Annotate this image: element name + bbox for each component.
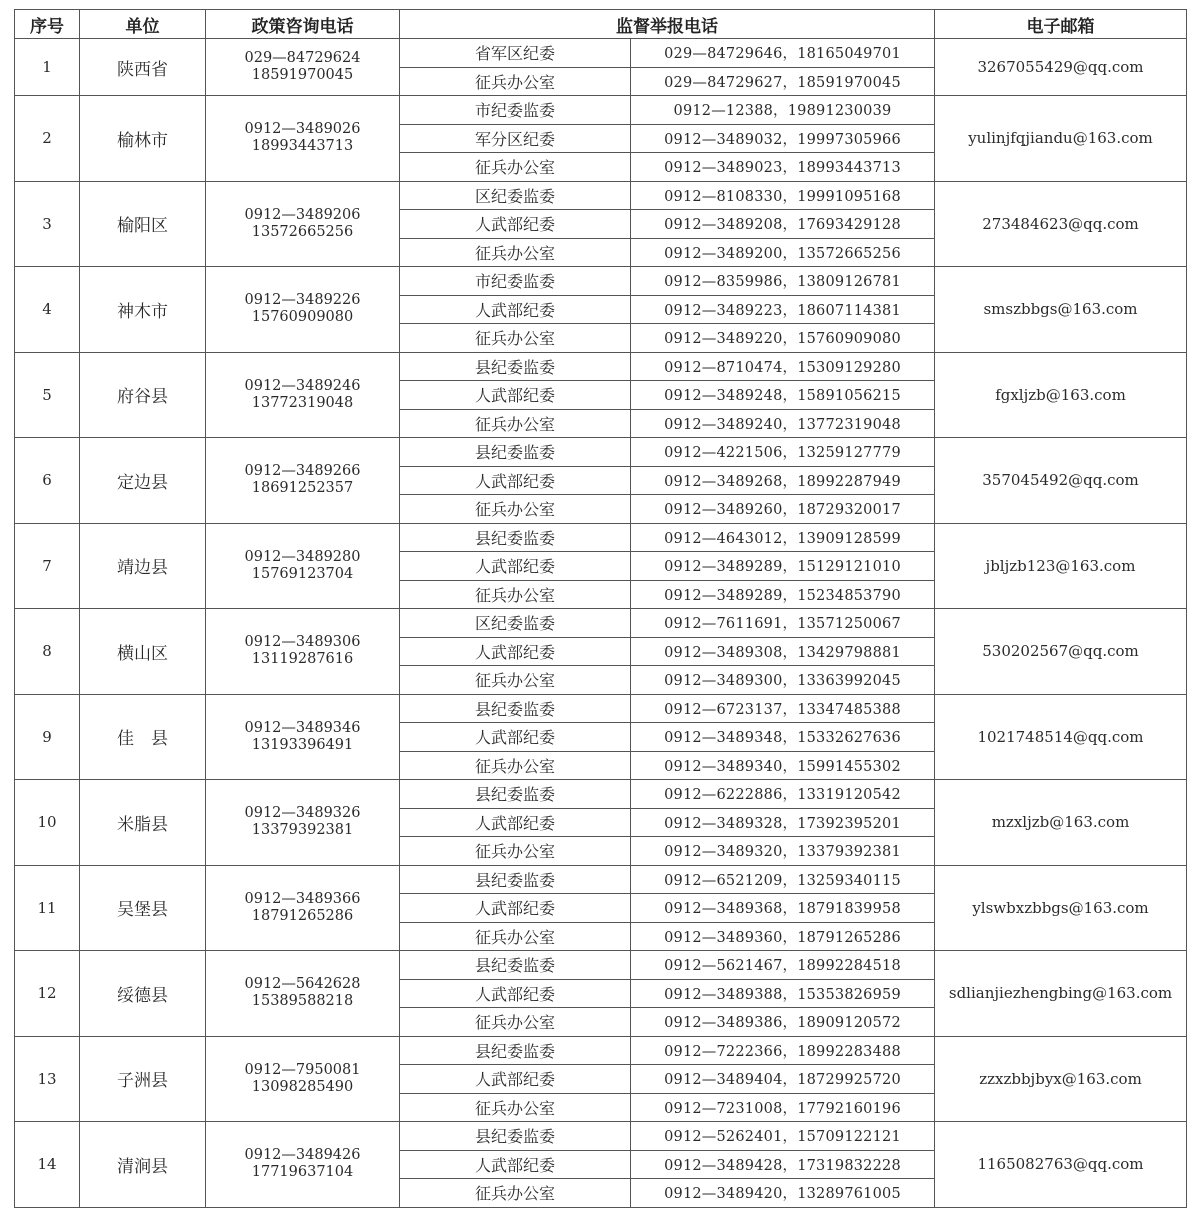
row-policy-phone <box>206 951 400 1037</box>
report-department: 县纪委监委 <box>400 523 631 552</box>
report-department: 征兵办公室 <box>400 1093 631 1122</box>
report-phone: 0912—3489404，18729925720 <box>631 1065 935 1094</box>
report-department: 人武部纪委 <box>400 1065 631 1094</box>
policy-phone-line: 17719637104 <box>251 1164 354 1181</box>
row-policy-phone <box>206 1122 400 1208</box>
header-report-phone: 监督举报电话 <box>400 10 935 39</box>
row-policy-phone <box>206 609 400 695</box>
report-department: 征兵办公室 <box>400 409 631 438</box>
row-policy-phone <box>206 780 400 866</box>
row-policy-phone <box>206 523 400 609</box>
report-department: 征兵办公室 <box>400 751 631 780</box>
row-email: ylswbxzbbgs@163.com <box>935 865 1187 951</box>
report-phone: 0912—3489300，13363992045 <box>631 666 935 695</box>
report-department: 县纪委监委 <box>400 352 631 381</box>
report-phone: 0912—3489320，13379392381 <box>631 837 935 866</box>
row-unit: 子洲县 <box>80 1036 206 1122</box>
report-phone: 0912—7222366，18992283488 <box>631 1036 935 1065</box>
policy-phone-line: 13193396491 <box>251 736 354 753</box>
row-email: 357045492@qq.com <box>935 438 1187 524</box>
report-phone: 0912—6521209，13259340115 <box>631 865 935 894</box>
policy-phone-line: 13379392381 <box>251 822 354 839</box>
row-email: 1021748514@qq.com <box>935 694 1187 780</box>
report-department: 征兵办公室 <box>400 837 631 866</box>
policy-phone-line: 0912—3489026 <box>244 121 361 138</box>
report-phone: 0912—8108330，19991095168 <box>631 181 935 210</box>
row-unit: 神木市 <box>80 267 206 353</box>
report-phone: 0912—3489386，18909120572 <box>631 1008 935 1037</box>
report-phone: 0912—3489428，17319832228 <box>631 1150 935 1179</box>
policy-phone-line: 15769123704 <box>251 565 354 582</box>
row-unit: 米脂县 <box>80 780 206 866</box>
report-department: 市纪委监委 <box>400 96 631 125</box>
policy-phone-line: 0912—5642628 <box>244 976 361 993</box>
row-index: 1 <box>15 39 80 96</box>
row-email: mzxljzb@163.com <box>935 780 1187 866</box>
table-row <box>15 39 1187 68</box>
row-index: 11 <box>15 865 80 951</box>
row-policy-phone <box>206 96 400 182</box>
policy-phone-line: 15389588218 <box>251 993 354 1010</box>
policy-phone-line: 13572665256 <box>251 223 354 240</box>
report-department: 县纪委监委 <box>400 780 631 809</box>
report-department: 军分区纪委 <box>400 124 631 153</box>
report-department: 征兵办公室 <box>400 580 631 609</box>
policy-phone-line: 18993443713 <box>251 138 354 155</box>
header-email: 电子邮箱 <box>935 10 1187 39</box>
policy-phone-line: 0912—3489280 <box>244 548 361 565</box>
row-email: jbljzb123@163.com <box>935 523 1187 609</box>
table-row <box>15 780 1187 809</box>
report-phone: 029—84729646，18165049701 <box>631 39 935 68</box>
row-email: yulinjfqjiandu@163.com <box>935 96 1187 182</box>
report-phone: 0912—3489200，13572665256 <box>631 238 935 267</box>
report-department: 省军区纪委 <box>400 39 631 68</box>
row-unit: 靖边县 <box>80 523 206 609</box>
report-phone: 0912—8359986，13809126781 <box>631 267 935 296</box>
report-department: 县纪委监委 <box>400 1036 631 1065</box>
policy-phone-line: 0912—7950081 <box>244 1061 361 1078</box>
row-unit: 吴堡县 <box>80 865 206 951</box>
report-phone: 0912—3489340，15991455302 <box>631 751 935 780</box>
row-policy-phone <box>206 39 400 96</box>
report-phone: 0912—5621467，18992284518 <box>631 951 935 980</box>
report-phone: 0912—4221506，13259127779 <box>631 438 935 467</box>
row-email: 530202567@qq.com <box>935 609 1187 695</box>
row-index: 13 <box>15 1036 80 1122</box>
table-row <box>15 181 1187 210</box>
report-phone: 0912—3489032，19997305966 <box>631 124 935 153</box>
row-email: smszbbgs@163.com <box>935 267 1187 353</box>
report-department: 市纪委监委 <box>400 267 631 296</box>
row-policy-phone <box>206 352 400 438</box>
row-unit: 府谷县 <box>80 352 206 438</box>
row-unit: 定边县 <box>80 438 206 524</box>
report-department: 征兵办公室 <box>400 495 631 524</box>
report-department: 县纪委监委 <box>400 951 631 980</box>
policy-phone-line: 0912—3489266 <box>244 463 361 480</box>
report-phone: 0912—3489260，18729320017 <box>631 495 935 524</box>
report-department: 人武部纪委 <box>400 381 631 410</box>
report-phone: 0912—3489328，17392395201 <box>631 808 935 837</box>
row-unit: 横山区 <box>80 609 206 695</box>
row-policy-phone <box>206 1036 400 1122</box>
row-policy-phone <box>206 694 400 780</box>
report-phone: 0912—3489308，13429798881 <box>631 637 935 666</box>
report-department: 征兵办公室 <box>400 324 631 353</box>
header-row <box>15 10 1187 39</box>
report-phone: 0912—3489240，13772319048 <box>631 409 935 438</box>
report-department: 人武部纪委 <box>400 723 631 752</box>
table-row <box>15 694 1187 723</box>
report-department: 人武部纪委 <box>400 1150 631 1179</box>
row-index: 5 <box>15 352 80 438</box>
policy-phone-line: 18691252357 <box>251 480 354 497</box>
report-phone: 0912—3489360，18791265286 <box>631 922 935 951</box>
row-index: 10 <box>15 780 80 866</box>
report-phone: 029—84729627，18591970045 <box>631 67 935 96</box>
table-row <box>15 523 1187 552</box>
report-phone: 0912—3489268，18992287949 <box>631 466 935 495</box>
row-policy-phone <box>206 267 400 353</box>
report-department: 征兵办公室 <box>400 922 631 951</box>
table-row <box>15 609 1187 638</box>
row-email: 3267055429@qq.com <box>935 39 1187 96</box>
report-phone: 0912—3489208，17693429128 <box>631 210 935 239</box>
report-phone: 0912—6222886，13319120542 <box>631 780 935 809</box>
report-department: 县纪委监委 <box>400 1122 631 1151</box>
report-phone: 0912—3489289，15234853790 <box>631 580 935 609</box>
policy-phone-line: 15760909080 <box>251 309 354 326</box>
row-index: 14 <box>15 1122 80 1208</box>
policy-phone-line: 0912—3489226 <box>244 292 361 309</box>
report-department: 人武部纪委 <box>400 295 631 324</box>
row-email: 273484623@qq.com <box>935 181 1187 267</box>
table-row <box>15 96 1187 125</box>
report-phone: 0912—8710474，15309129280 <box>631 352 935 381</box>
header-index: 序号 <box>15 10 80 39</box>
report-department: 县纪委监委 <box>400 694 631 723</box>
report-department: 征兵办公室 <box>400 1179 631 1208</box>
report-department: 征兵办公室 <box>400 238 631 267</box>
row-unit: 清涧县 <box>80 1122 206 1208</box>
table-row <box>15 1122 1187 1151</box>
report-phone: 0912—3489220，15760909080 <box>631 324 935 353</box>
policy-phone-line: 13119287616 <box>251 651 354 668</box>
row-email: zzxzbbjbyx@163.com <box>935 1036 1187 1122</box>
row-index: 2 <box>15 96 80 182</box>
row-index: 9 <box>15 694 80 780</box>
table-row <box>15 1036 1187 1065</box>
table-row <box>15 865 1187 894</box>
row-unit: 榆林市 <box>80 96 206 182</box>
table-body <box>15 39 1187 1208</box>
row-index: 7 <box>15 523 80 609</box>
table-row <box>15 267 1187 296</box>
report-department: 人武部纪委 <box>400 637 631 666</box>
report-department: 征兵办公室 <box>400 1008 631 1037</box>
row-index: 8 <box>15 609 80 695</box>
policy-phone-line: 0912—3489246 <box>244 377 361 394</box>
report-department: 征兵办公室 <box>400 67 631 96</box>
row-policy-phone <box>206 438 400 524</box>
row-index: 4 <box>15 267 80 353</box>
report-department: 人武部纪委 <box>400 210 631 239</box>
policy-phone-line: 0912—3489306 <box>244 634 361 651</box>
table-row <box>15 352 1187 381</box>
report-phone: 0912—3489420，13289761005 <box>631 1179 935 1208</box>
policy-phone-line: 0912—3489326 <box>244 805 361 822</box>
contact-table <box>14 9 1187 1208</box>
row-email: 1165082763@qq.com <box>935 1122 1187 1208</box>
row-index: 6 <box>15 438 80 524</box>
report-department: 征兵办公室 <box>400 153 631 182</box>
report-department: 县纪委监委 <box>400 438 631 467</box>
report-phone: 0912—7231008，17792160196 <box>631 1093 935 1122</box>
row-unit: 绥德县 <box>80 951 206 1037</box>
policy-phone-line: 18591970045 <box>251 67 354 83</box>
row-email: sdlianjiezhengbing@163.com <box>935 951 1187 1037</box>
policy-phone-line: 0912—3489426 <box>244 1147 361 1164</box>
row-unit: 佳 县 <box>80 694 206 780</box>
policy-phone-line: 0912—3489206 <box>244 206 361 223</box>
report-phone: 0912—12388，19891230039 <box>631 96 935 125</box>
header-policy-phone: 政策咨询电话 <box>206 10 400 39</box>
report-department: 区纪委监委 <box>400 181 631 210</box>
report-department: 县纪委监委 <box>400 865 631 894</box>
row-policy-phone <box>206 865 400 951</box>
report-department: 人武部纪委 <box>400 894 631 923</box>
report-department: 人武部纪委 <box>400 466 631 495</box>
table-row <box>15 951 1187 980</box>
report-department: 区纪委监委 <box>400 609 631 638</box>
policy-phone-line: 13772319048 <box>251 394 354 411</box>
row-index: 12 <box>15 951 80 1037</box>
report-phone: 0912—3489248，15891056215 <box>631 381 935 410</box>
policy-phone-line: 0912—3489366 <box>244 890 361 907</box>
row-unit: 陕西省 <box>80 39 206 96</box>
report-phone: 0912—6723137，13347485388 <box>631 694 935 723</box>
row-policy-phone <box>206 181 400 267</box>
policy-phone-line: 13098285490 <box>251 1078 354 1095</box>
table-row <box>15 438 1187 467</box>
report-phone: 0912—3489223，18607114381 <box>631 295 935 324</box>
report-phone: 0912—3489388，15353826959 <box>631 979 935 1008</box>
report-department: 征兵办公室 <box>400 666 631 695</box>
policy-phone-line: 029—84729624 <box>244 50 361 66</box>
report-phone: 0912—5262401，15709122121 <box>631 1122 935 1151</box>
report-phone: 0912—7611691，13571250067 <box>631 609 935 638</box>
report-phone: 0912—3489289，15129121010 <box>631 552 935 581</box>
report-department: 人武部纪委 <box>400 552 631 581</box>
policy-phone-line: 0912—3489346 <box>244 719 361 736</box>
report-department: 人武部纪委 <box>400 979 631 1008</box>
row-index: 3 <box>15 181 80 267</box>
report-department: 人武部纪委 <box>400 808 631 837</box>
policy-phone-line: 18791265286 <box>251 907 354 924</box>
report-phone: 0912—3489348，15332627636 <box>631 723 935 752</box>
report-phone: 0912—3489368，18791839958 <box>631 894 935 923</box>
report-phone: 0912—4643012，13909128599 <box>631 523 935 552</box>
report-phone: 0912—3489023，18993443713 <box>631 153 935 182</box>
row-email: fgxljzb@163.com <box>935 352 1187 438</box>
row-unit: 榆阳区 <box>80 181 206 267</box>
header-unit: 单位 <box>80 10 206 39</box>
